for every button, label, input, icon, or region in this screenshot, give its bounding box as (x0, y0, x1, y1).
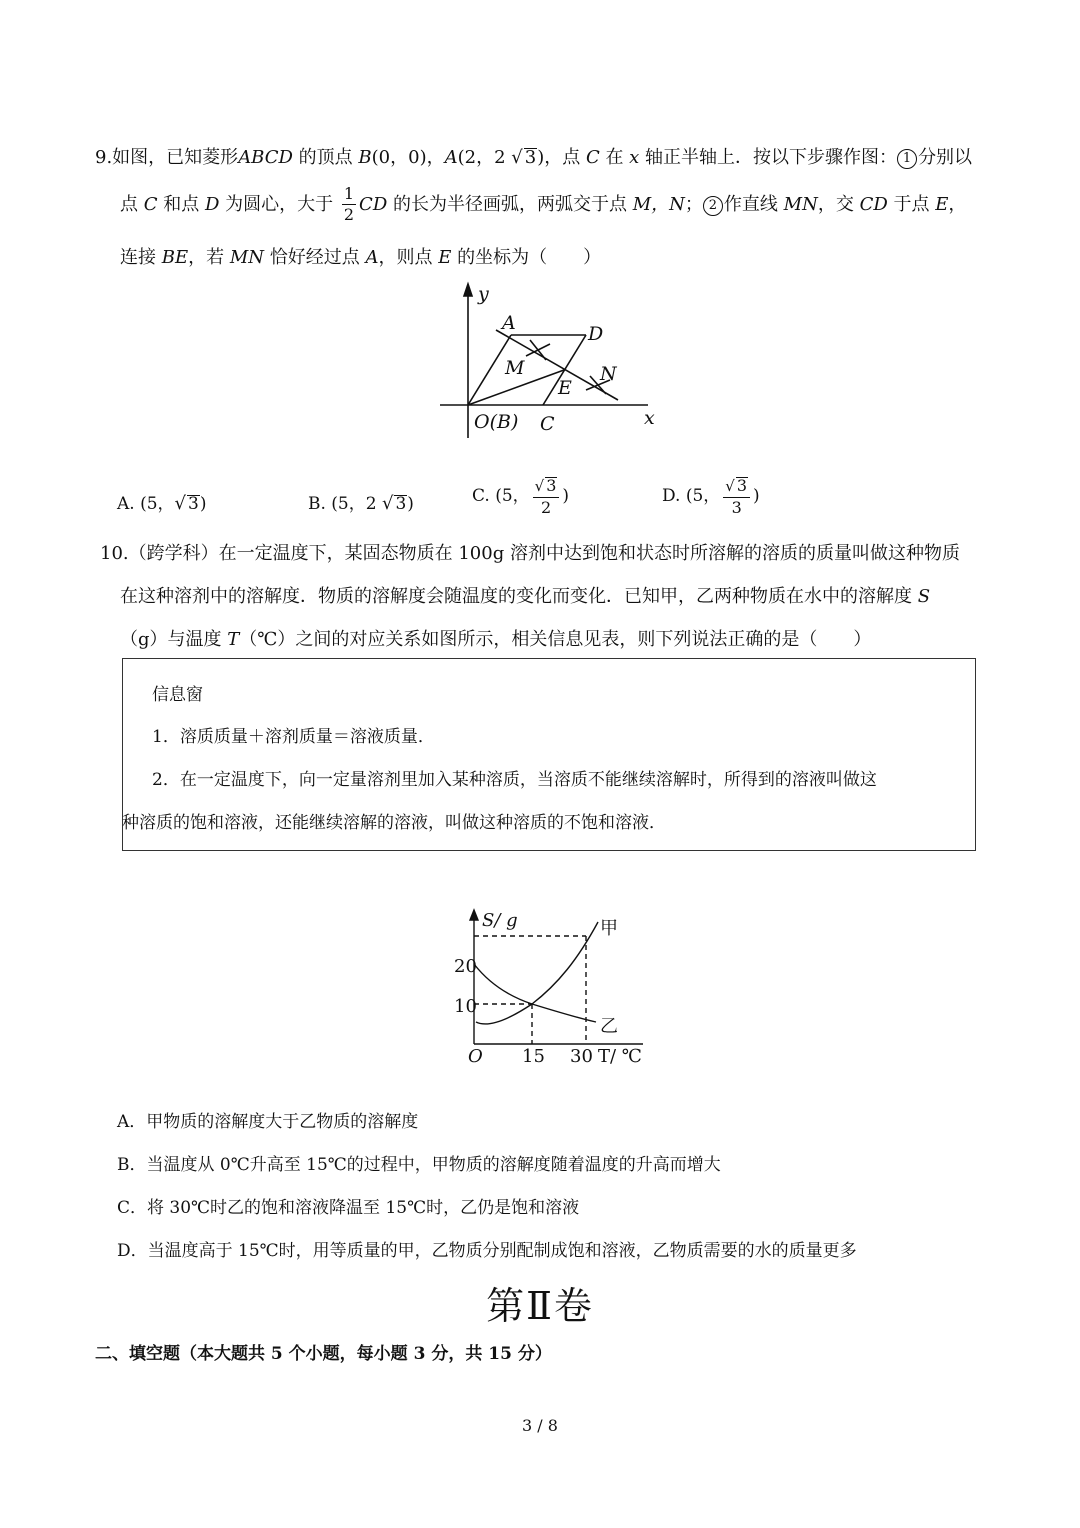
label-O-B: O(B) (474, 411, 519, 433)
q9-option-C[interactable]: C. (5， $\frac{√ 3}{2}$ ) (472, 476, 570, 517)
tick-15: 15 (522, 1046, 545, 1067)
q10-line-2: 在这种溶剂中的溶解度．物质的溶解度会随温度的变化而变化．已知甲，乙两种物质在水中的溶解度 S (120, 586, 931, 607)
q9-option-D[interactable]: D. (5， $\frac{√ 3}{3}$ ) (662, 476, 760, 517)
label-A: A (502, 312, 516, 334)
q9-option-A[interactable]: A. (5，√ 3) (117, 493, 207, 514)
q10-line-3: （g）与温度 T（℃）之间的对应关系如图所示，相关信息见表，则下列说法正确的是（ ） (120, 629, 872, 650)
label-y: y (478, 283, 489, 305)
q10-option-C[interactable]: C．将 30℃时乙的饱和溶液降温至 15℃时，乙仍是饱和溶液 (117, 1198, 580, 1218)
info-item-2b: 种溶质的饱和溶液，还能继续溶解的溶液，叫做这种溶质的不饱和溶液． (122, 813, 666, 833)
info-item-1: 1．溶质质量＋溶剂质量＝溶液质量． (152, 727, 435, 747)
curve-yi (474, 964, 596, 1022)
tick-20: 20 (454, 956, 477, 977)
q9-line-2: 点 C 和点 D 为圆心，大于 $\frac{1}{2}$ CD 的长为半径画弧，两弧交于点 M，N； 2 作直线 MN，交 CD 于点 E， (120, 184, 967, 224)
label-x: x (644, 407, 655, 429)
tick-10: 10 (454, 996, 477, 1017)
solubility-chart (448, 904, 668, 1069)
y-axis-arrow (464, 284, 472, 296)
fraction-one-half: $\frac{1}{2}$ (343, 184, 355, 224)
info-window-title: 信息窗 (152, 685, 203, 705)
info-item-2a: 2．在一定温度下，向一定量溶剂里加入某种溶质，当溶质不能继续溶解时，所得到的溶液叫做这 (152, 770, 877, 790)
page-number: 3 / 8 (522, 1416, 558, 1435)
q10-line-1: 10.（跨学科）在一定温度下，某固态物质在 100g 溶剂中达到饱和状态时所溶解的溶质的质量叫做这种物质 (100, 543, 960, 564)
tick-30: 30 (570, 1046, 593, 1067)
label-N: N (600, 363, 617, 385)
label-origin: O (468, 1046, 483, 1067)
curve-jia (476, 922, 598, 1024)
label-C: C (540, 413, 555, 435)
label-yi: 乙 (600, 1016, 618, 1037)
part2-heading: 二、填空题（本大题共 5 个小题，每小题 3 分，共 15 分） (95, 1344, 552, 1364)
label-jia: 甲 (600, 918, 618, 939)
sqrt-radicand: 3 (524, 147, 537, 168)
q9-line-1: 9.如图，已知菱形ABCD 的顶点 B(0，0)，A(2，2 √ 3)，点 C 在 x 轴正半轴上．按以下步骤作图： 1 分别以 (95, 147, 973, 168)
circled-number-2: 2 (703, 196, 723, 216)
q10-option-B[interactable]: B．当温度从 0℃升高至 15℃的过程中，甲物质的溶解度随着温度的升高而增大 (117, 1155, 721, 1175)
q9-option-B[interactable]: B. (5，2 √ 3) (308, 493, 414, 514)
q9-line-3: 连接 BE，若 MN 恰好经过点 A，则点 E 的坐标为（ ） (120, 247, 602, 268)
rhombus-figure (430, 278, 690, 448)
s-axis-arrow (470, 910, 478, 920)
label-E: E (558, 377, 572, 399)
circled-number-1: 1 (897, 149, 917, 169)
label-s-g: S/ g (482, 910, 518, 931)
label-t-c: T/ ℃ (598, 1046, 642, 1067)
q10-option-A[interactable]: A．甲物质的溶解度大于乙物质的溶解度 (117, 1112, 419, 1132)
label-D: D (588, 323, 604, 345)
q10-option-D[interactable]: D．当温度高于 15℃时，用等质量的甲，乙物质分别配制成饱和溶液，乙物质需要的水的质量更多 (117, 1241, 857, 1261)
section-title: 第Ⅱ卷 (486, 1284, 594, 1328)
label-M: M (505, 357, 525, 379)
